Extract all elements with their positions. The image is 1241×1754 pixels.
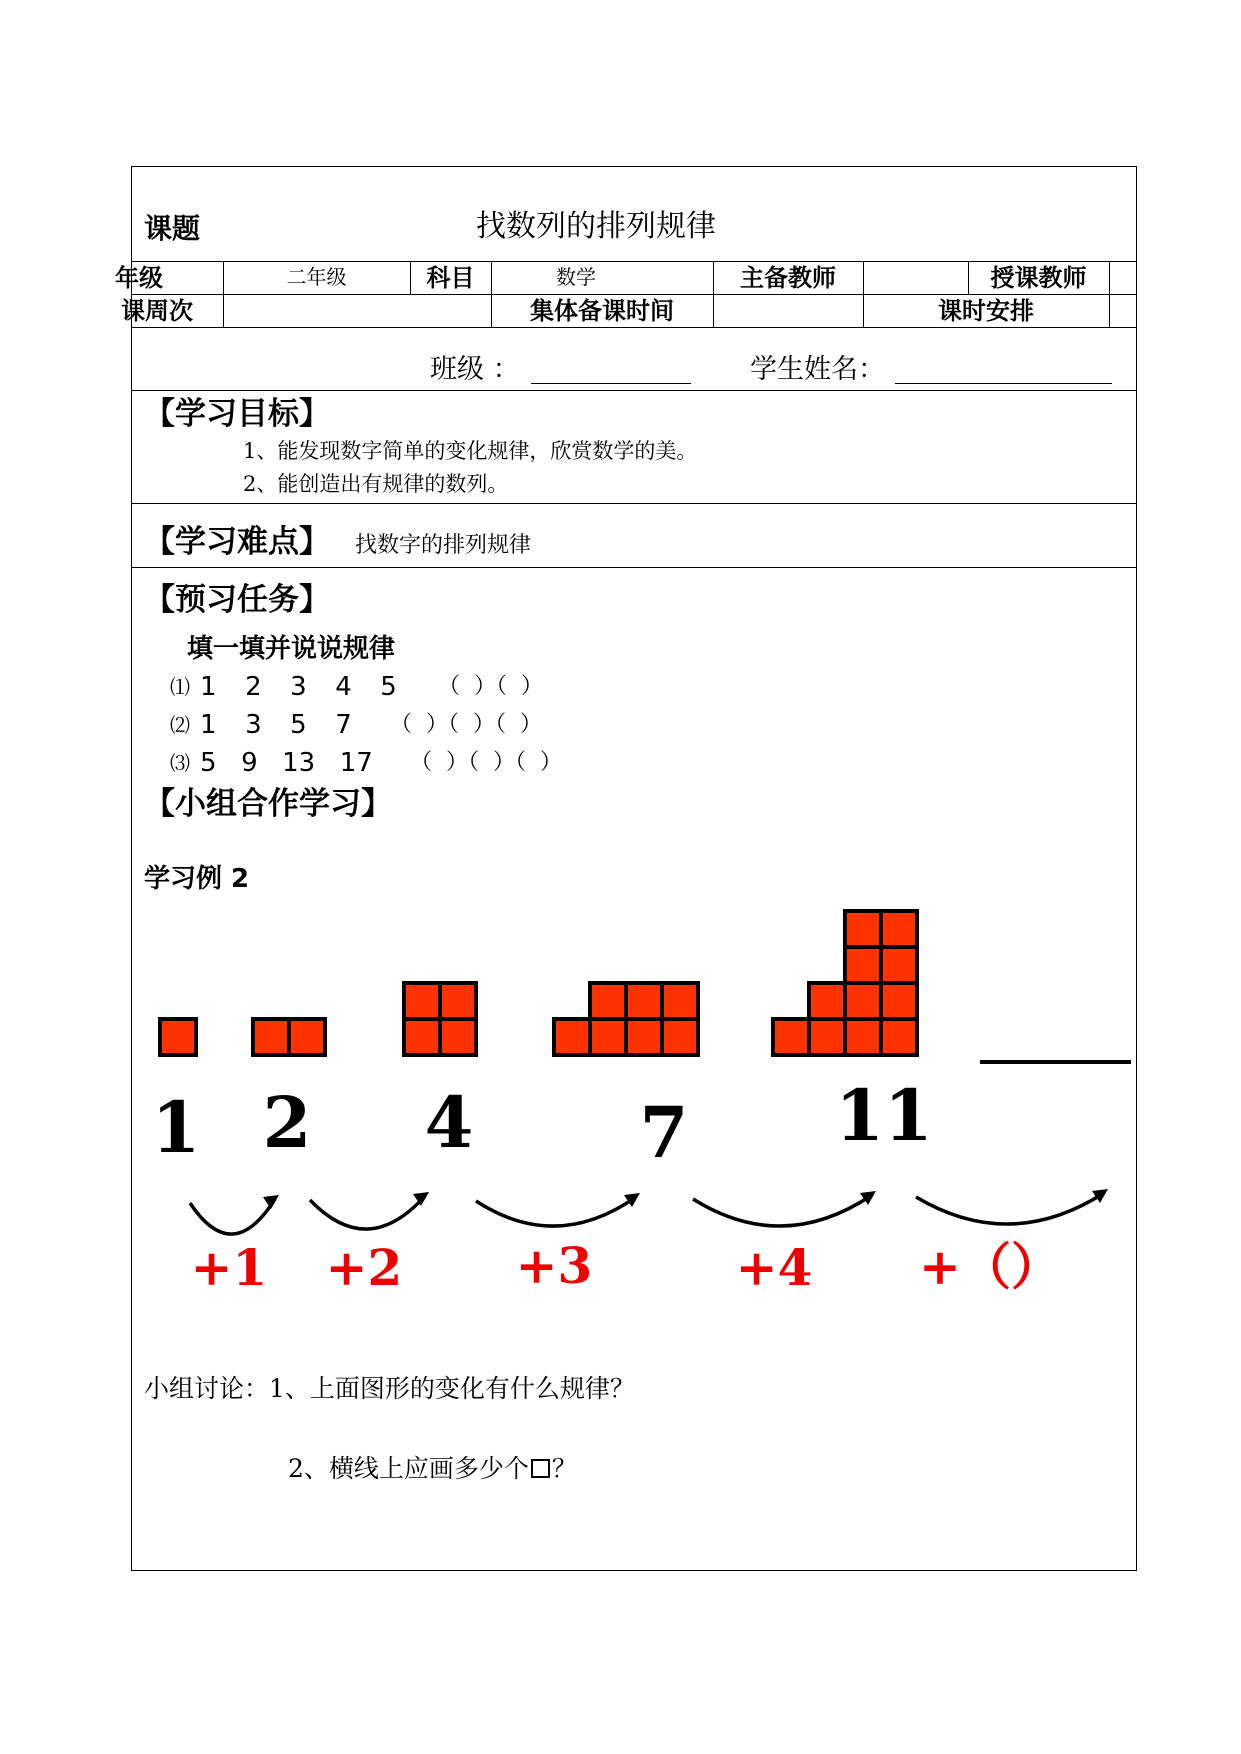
table-line	[131, 294, 1137, 295]
table-line	[131, 261, 1137, 262]
group-heading: 【小组合作学习】	[144, 786, 392, 822]
row-marker: ⑴	[170, 675, 190, 699]
discussion-question-1: 小组讨论：1、上面图形的变化有什么规律？	[144, 1374, 635, 1403]
grade-value: 二年级	[286, 265, 347, 289]
student-name-blank[interactable]	[895, 383, 1112, 384]
sequence-number: 1	[151, 1086, 201, 1169]
section-divider	[131, 503, 1137, 504]
class-blank[interactable]	[531, 383, 691, 384]
objective-item: 2、能创造出有规律的数列。	[243, 472, 509, 496]
sequence-number: 2	[262, 1081, 312, 1164]
page-title: 找数列的排列规律	[476, 209, 716, 244]
lead-teacher-label: 主备教师	[740, 264, 836, 292]
preview-instruction: 填一填并说说规律	[187, 634, 396, 664]
table-line	[1109, 261, 1110, 327]
increment-label: +2	[325, 1238, 403, 1297]
sequence-number: 11	[835, 1074, 933, 1157]
increment-label: +1	[190, 1238, 268, 1297]
example-label: 学习例 2	[144, 864, 250, 894]
section-divider	[131, 390, 1137, 391]
class-label: 班级 ：	[430, 354, 520, 385]
sequence-numbers: 1 2 3 4 5	[200, 672, 397, 702]
increment-label: +4	[735, 1238, 813, 1297]
increment-label: +3	[515, 1236, 593, 1295]
preview-heading: 【预习任务】	[144, 582, 330, 618]
square-icon	[531, 1459, 550, 1478]
answer-blanks[interactable]: （ ）（ ）	[438, 674, 543, 699]
discussion-question-2	[288, 1456, 577, 1481]
table-line	[131, 327, 1137, 328]
answer-blanks[interactable]: （ ）（ ）（ ）	[410, 750, 562, 775]
row-marker: ⑶	[170, 751, 190, 775]
topic-label: 课题	[144, 212, 201, 245]
schedule-label: 课时安排	[938, 297, 1034, 325]
row-marker: ⑵	[170, 713, 190, 737]
objective-item: 1、能发现数字简单的变化规律，欣赏数学的美。	[243, 439, 698, 463]
sequence-number: 4	[424, 1081, 474, 1164]
grade-label: 年级	[115, 264, 163, 292]
subject-label: 科目	[426, 264, 475, 292]
sequence-number: 7	[639, 1091, 689, 1174]
sequence-numbers: 5 9 13 17	[200, 748, 373, 778]
answer-blanks[interactable]: （ ）（ ）（ ）	[390, 712, 542, 737]
difficulty-heading: 【学习难点】	[144, 524, 330, 560]
objectives-heading: 【学习目标】	[144, 396, 330, 432]
teacher-label: 授课教师	[990, 264, 1087, 292]
discussion-q2-text: 2、横线上应画多少个	[288, 1454, 529, 1483]
worksheet-frame	[121, 166, 1137, 1571]
increment-label: +（）	[919, 1237, 1061, 1296]
student-name-label: 学生姓名：	[750, 354, 885, 385]
discussion-q2-suffix: ？	[551, 1454, 577, 1483]
subject-value: 数学	[556, 265, 596, 289]
difficulty-text: 找数字的排列规律	[355, 533, 532, 558]
section-divider	[131, 567, 1137, 568]
sequence-numbers: 1 3 5 7	[200, 710, 352, 740]
week-label: 课周次	[121, 297, 193, 325]
prep-time-label: 集体备课时间	[530, 297, 674, 325]
